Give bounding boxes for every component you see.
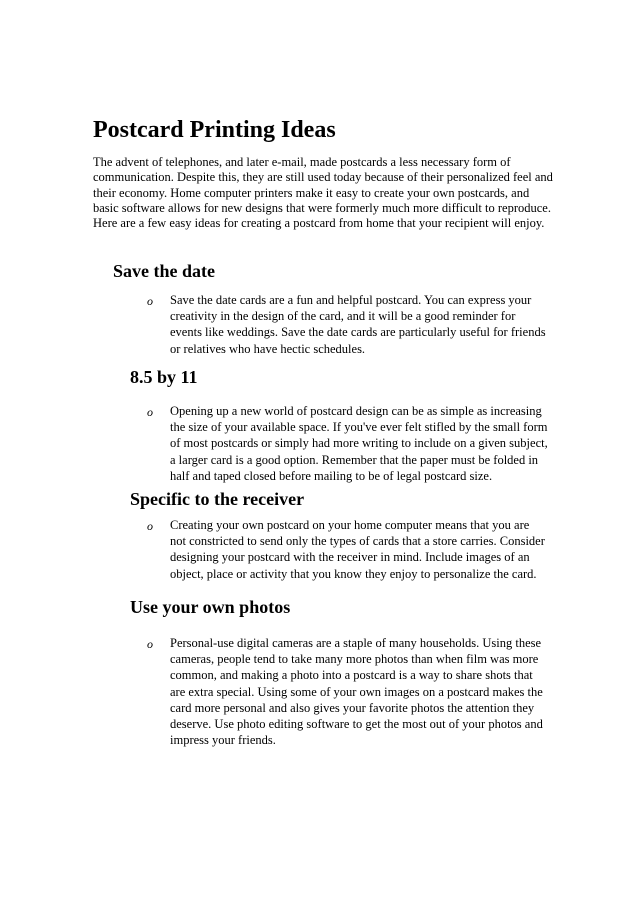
intro-paragraph: The advent of telephones, and later e-mail, made postcards a less necessary form of communication. Despite this, they are still used today because of their personalized feel and their economy. Home computer printers make it easy to create your own postcards, and basic software allows for new designs that were formerly much more difficult to reproduce. Here are a few easy ideas for creating a postcard from home that your recipient will enjoy. xyxy=(93,155,553,231)
bullet-icon: o xyxy=(147,405,153,419)
section-heading: Use your own photos xyxy=(130,597,291,617)
section-heading: Save the date xyxy=(113,261,215,281)
bullet-icon: o xyxy=(147,637,153,651)
section-text: Creating your own postcard on your home computer means that you are not constricted to send only the types of cards that a store carries. Consider designing your postcard with the receiver in mind. Include images of an object, place or activity that you know they enjoy to personalize the card. xyxy=(170,518,545,581)
section-text: Save the date cards are a fun and helpful postcard. You can express your creativity in the design of the card, and it will be a good reminder for events like weddings. Save the date cards are particularly useful for friends or relatives who have hectic schedules. xyxy=(170,293,546,356)
section-heading: 8.5 by 11 xyxy=(130,367,198,387)
bullet-icon: o xyxy=(147,294,153,308)
section-text: Opening up a new world of postcard design can be as simple as increasing the size of your available space. If you've ever felt stifled by the small form of most postcards or simply had more writing to include on a given subject, a larger card is a good option. Remember that the paper must be folded in half and taped closed before mailing to be of legal postcard size. xyxy=(170,404,548,483)
bullet-icon: o xyxy=(147,519,153,533)
section-heading: Specific to the receiver xyxy=(130,489,305,509)
page-title: Postcard Printing Ideas xyxy=(93,117,336,143)
section-text: Personal-use digital cameras are a staple of many households. Using these cameras, people tend to take many more photos than when film was more common, and making a photo into a postcard is a way to share shots that are extra special. Using some of your own images on a postcard makes the card more personal and also gives your favorite photos the attention they deserve. Use photo editing software to get the most out of your photos and impress your friends. xyxy=(170,636,543,748)
